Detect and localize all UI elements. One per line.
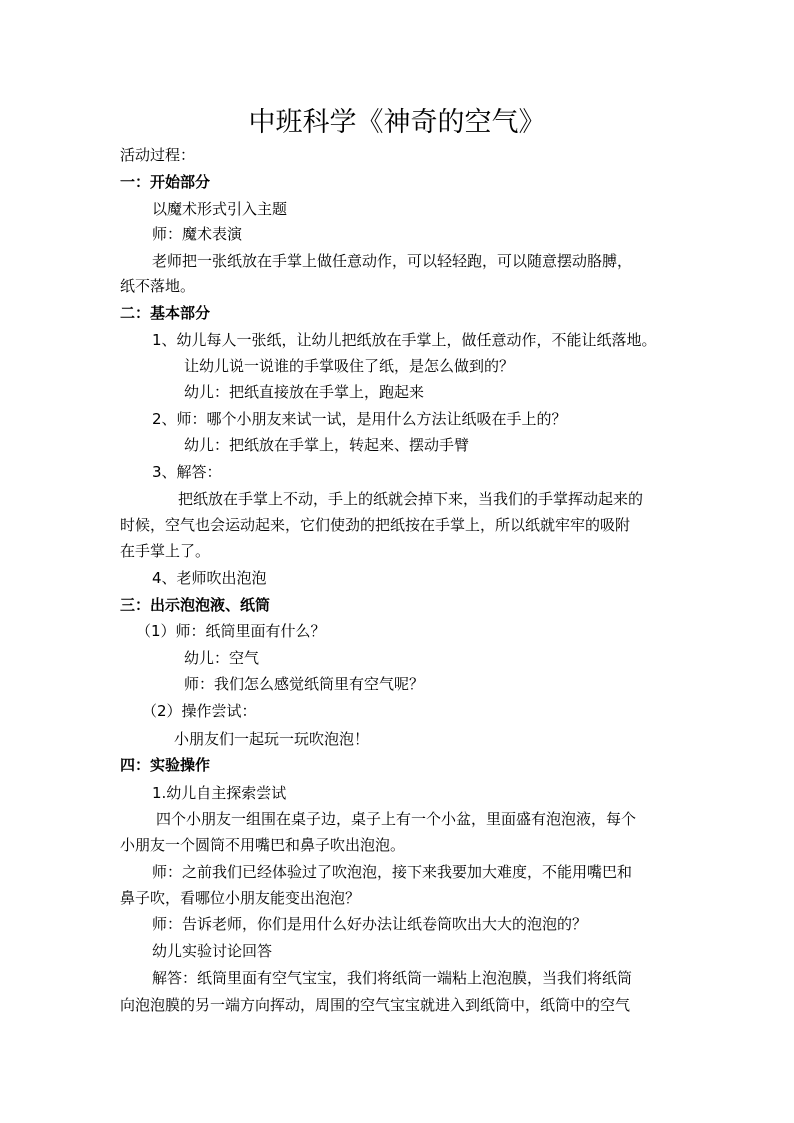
text-line: 纸不落地。: [120, 277, 196, 295]
text-line: 以魔术形式引入主题: [152, 200, 288, 218]
text-line: 在手掌上了。: [120, 542, 211, 560]
text-line: 1.幼儿自主探索尝试: [152, 784, 287, 802]
text-line: 向泡泡膜的另一端方向挥动，周围的空气宝宝就进入到纸筒中，纸筒中的空气: [120, 996, 631, 1014]
text-line: 师：之前我们已经体验过了吹泡泡，接下来我要加大难度，不能用嘴巴和: [152, 863, 633, 881]
text-line: 3、解答：: [152, 463, 222, 481]
section-heading: 四：实验操作: [120, 756, 211, 774]
text-line: 把纸放在手掌上不动，手上的纸就会掉下来，当我们的手掌挥动起来的: [178, 490, 644, 508]
text-line: 老师把一张纸放在手掌上做任意动作，可以轻轻跑，可以随意摆动胳膊，: [152, 252, 633, 270]
text-line: 活动过程：: [120, 146, 196, 164]
text-line: 师：我们怎么感觉纸筒里有空气呢？: [184, 675, 425, 693]
text-line: 幼儿：把纸放在手掌上，转起来、摆动手臂: [184, 436, 470, 454]
section-heading: 二：基本部分: [120, 304, 211, 322]
text-line: 幼儿实验讨论回答: [152, 942, 273, 960]
text-line: 师：魔术表演: [152, 225, 243, 243]
text-line: （1）师：纸筒里面有什么？: [136, 622, 326, 640]
text-line: 4、老师吹出泡泡: [152, 569, 267, 587]
text-line: 小朋友们一起玩一玩吹泡泡！: [174, 730, 370, 748]
text-line: 小朋友一个圆筒不用嘴巴和鼻子吹出泡泡。: [120, 836, 406, 854]
text-line: 鼻子吹，看哪位小朋友能变出泡泡？: [120, 889, 361, 907]
text-line: 四个小朋友一组围在桌子边，桌子上有一个小盆，里面盛有泡泡液，每个: [156, 810, 637, 828]
text-line: 解答：纸筒里面有空气宝宝，我们将纸筒一端粘上泡泡膜，当我们将纸筒: [152, 969, 633, 987]
text-line: 幼儿：把纸直接放在手掌上，跑起来: [184, 383, 425, 401]
section-heading: 一：开始部分: [120, 173, 211, 191]
text-line: 1、幼儿每人一张纸，让幼儿把纸放在手掌上，做任意动作，不能让纸落地。: [152, 331, 657, 349]
text-line: 时候，空气也会运动起来，它们使劲的把纸按在手掌上，所以纸就牢牢的吸附: [120, 516, 631, 534]
text-line: 幼儿：空气: [184, 649, 260, 667]
text-line: 师：告诉老师，你们是用什么好办法让纸卷筒吹出大大的泡泡的？: [152, 915, 588, 933]
document-title: 中班科学《神奇的空气》: [248, 107, 546, 138]
section-heading: 三：出示泡泡液、纸筒: [120, 596, 271, 614]
text-line: 让幼儿说一说谁的手掌吸住了纸，是怎么做到的？: [184, 357, 515, 375]
text-line: （2）操作尝试：: [142, 702, 257, 720]
text-line: 2、师：哪个小朋友来试一试，是用什么方法让纸吸在手上的？: [152, 410, 567, 428]
